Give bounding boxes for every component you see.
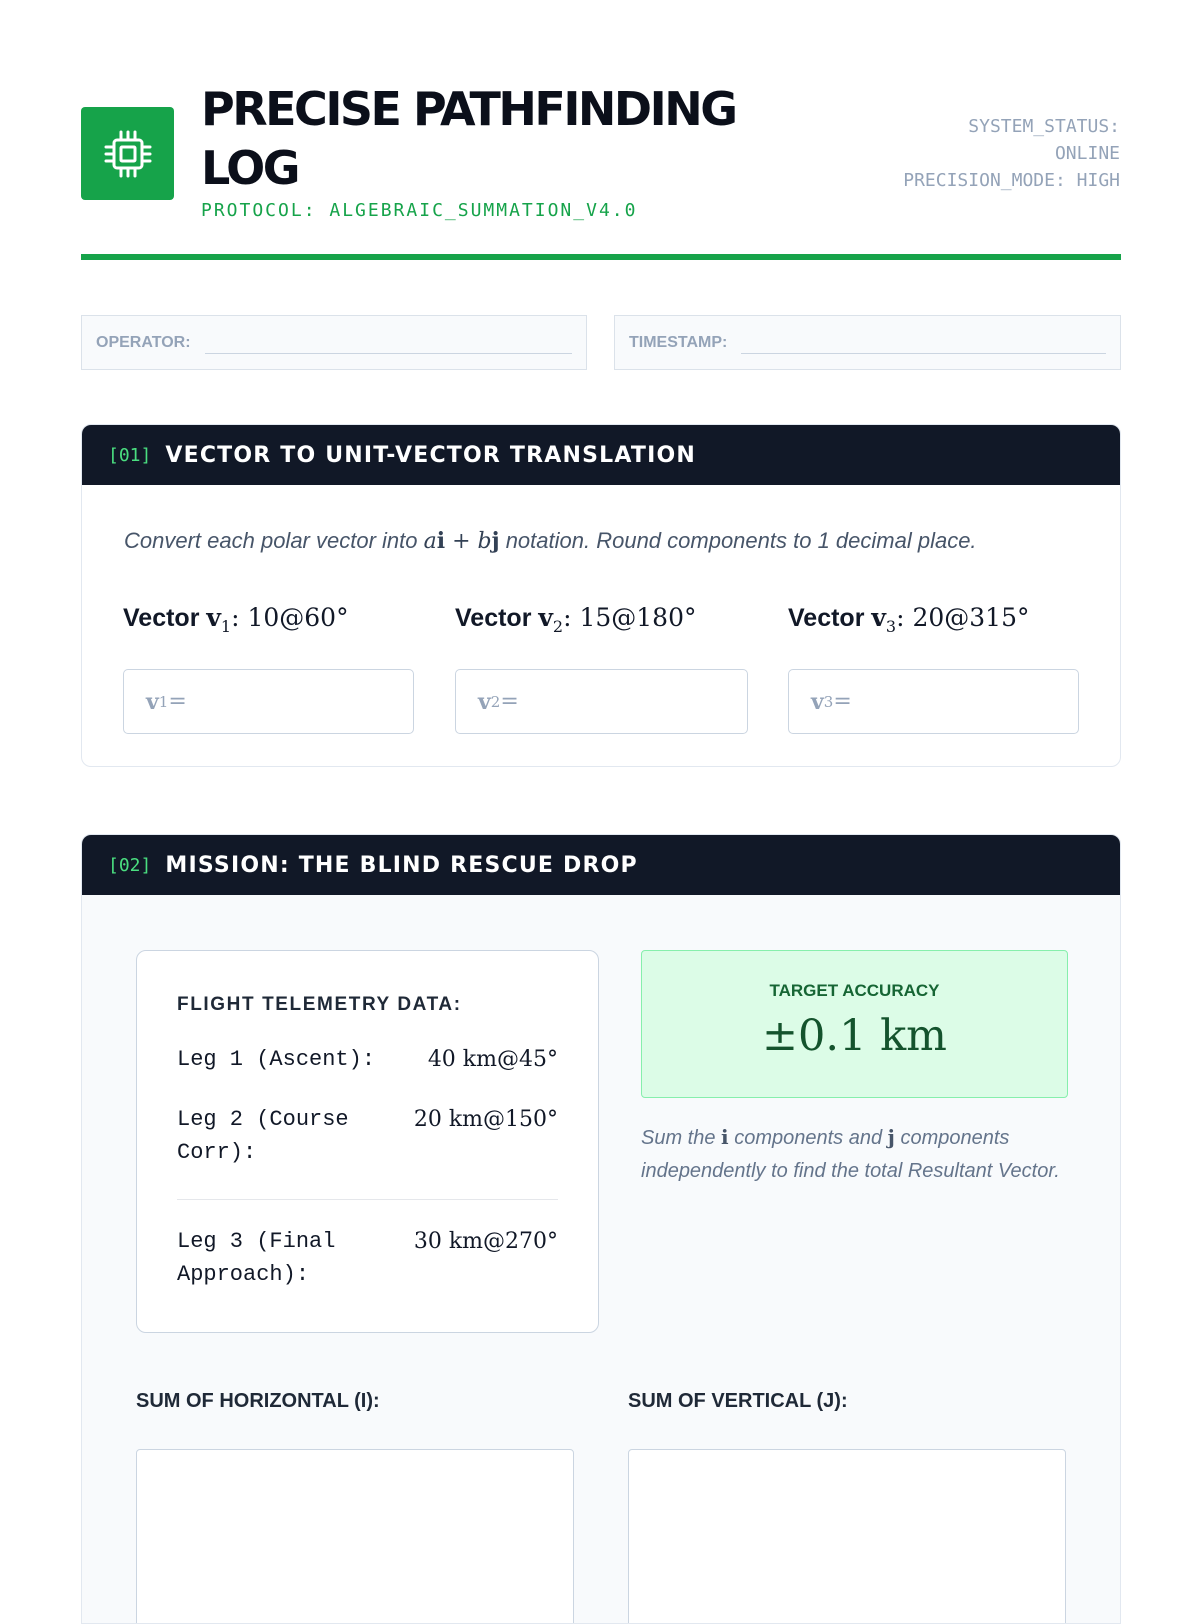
timestamp-input-line[interactable] — [741, 353, 1106, 354]
placeholder-symbol: v — [811, 688, 824, 715]
instruction-text — [124, 528, 977, 554]
timestamp-field[interactable] — [614, 315, 1121, 370]
vector-3-label — [788, 603, 1030, 636]
vector-2-answer-input[interactable] — [455, 669, 748, 734]
math-j: j — [491, 528, 500, 554]
timestamp-label: TIMESTAMP: — [629, 333, 728, 351]
vector-value: : 15@180° — [563, 603, 697, 632]
vector-word: Vector — [788, 604, 872, 632]
placeholder-symbol: v — [146, 688, 159, 715]
vector-3-answer-input[interactable] — [788, 669, 1079, 734]
placeholder-subscript: 2 — [490, 692, 501, 711]
section-number: [01] — [108, 444, 152, 466]
protocol-label: PROTOCOL: ALGEBRAIC_SUMMATION_V4.0 — [201, 200, 638, 221]
placeholder-equals: = — [168, 689, 187, 714]
logo-badge — [81, 107, 174, 200]
telemetry-divider — [177, 1199, 558, 1200]
hint-part: Sum the — [641, 1127, 722, 1149]
status-line: SYSTEM_STATUS: — [968, 116, 1120, 137]
placeholder-symbol: v — [478, 688, 491, 715]
vector-1-label — [123, 603, 349, 636]
accuracy-label: TARGET ACCURACY — [769, 981, 940, 1000]
math-i: i — [721, 1125, 729, 1149]
vector-subscript: 1 — [220, 617, 232, 636]
vector-2-label — [455, 603, 697, 636]
math-a: a — [423, 529, 437, 554]
leg-3-value: 30 km@270° — [413, 1229, 558, 1254]
target-accuracy-card — [641, 950, 1068, 1098]
leg-3-name: Leg 3 (Final Approach): — [177, 1229, 336, 1287]
math-b: b — [477, 529, 492, 554]
summation-hint — [641, 1121, 1081, 1188]
math-i: i — [436, 528, 446, 554]
vector-subscript: 3 — [885, 617, 897, 636]
sum-horizontal-input[interactable] — [136, 1449, 574, 1624]
vector-symbol: v — [538, 603, 553, 632]
leg-2-name: Leg 2 (Course Corr): — [177, 1107, 349, 1165]
telemetry-card — [136, 950, 599, 1333]
section-rescue-drop — [81, 834, 1121, 1624]
operator-input-line[interactable] — [205, 353, 572, 354]
vector-word: Vector — [123, 604, 207, 632]
sum-horizontal-label: SUM OF HORIZONTAL (I): — [136, 1390, 380, 1412]
vector-value: : 20@315° — [896, 603, 1030, 632]
section-title: MISSION: THE BLIND RESCUE DROP — [165, 852, 638, 878]
hint-part: components independently to find the total Resultant Vector. — [641, 1127, 1060, 1182]
section-vector-translation — [81, 424, 1121, 767]
instruction-part: notation. Round components to 1 decimal place. — [499, 528, 977, 553]
hint-part: components and — [728, 1127, 888, 1149]
operator-label: OPERATOR: — [96, 333, 191, 351]
vector-subscript: 2 — [552, 617, 564, 636]
page-title: PRECISE PATHFINDING LOG — [201, 82, 736, 195]
instruction-part: Convert each polar vector into — [124, 528, 424, 553]
leg-2-value: 20 km@150° — [413, 1107, 558, 1132]
header-divider — [81, 254, 1121, 260]
vector-symbol: v — [206, 603, 221, 632]
vector-value: : 10@60° — [231, 603, 349, 632]
placeholder-subscript: 1 — [158, 692, 169, 711]
leg-1-name: Leg 1 (Ascent): — [177, 1047, 376, 1072]
section-header — [82, 425, 1120, 485]
status-value: ONLINE — [1054, 143, 1120, 164]
placeholder-equals: = — [500, 689, 519, 714]
section-title: VECTOR TO UNIT-VECTOR TRANSLATION — [165, 442, 696, 468]
math-plus: + — [445, 529, 478, 554]
operator-field[interactable] — [81, 315, 587, 370]
leg-1-value: 40 km@45° — [427, 1047, 558, 1072]
precision-mode: PRECISION_MODE: HIGH — [903, 170, 1120, 191]
vector-symbol: v — [871, 603, 886, 632]
accuracy-value: ±0.1 km — [762, 1011, 947, 1061]
vector-word: Vector — [455, 604, 539, 632]
vector-1-answer-input[interactable] — [123, 669, 414, 734]
system-status — [800, 113, 1120, 194]
sum-vertical-label: SUM OF VERTICAL (J): — [628, 1390, 848, 1412]
telemetry-title: FLIGHT TELEMETRY DATA: — [177, 994, 462, 1015]
placeholder-equals: = — [833, 689, 852, 714]
math-j: j — [887, 1125, 895, 1149]
chip-icon — [102, 128, 154, 180]
section-header — [82, 835, 1120, 895]
section-number: [02] — [108, 854, 152, 876]
placeholder-subscript: 3 — [823, 692, 834, 711]
sum-vertical-input[interactable] — [628, 1449, 1066, 1624]
